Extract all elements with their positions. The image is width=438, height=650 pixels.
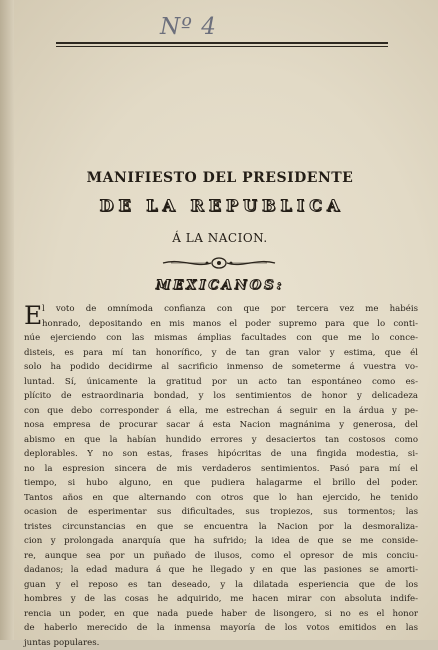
body-line: abismo en que la habían hundido errores y desaciertos tan costosos como (24, 433, 418, 448)
body-line: l voto de omnímoda confianza con que por tercera vez me habéis (24, 302, 418, 317)
body-line: re, aunque sea por un puñado de ilusos, como el opresor de mis conciu- (24, 549, 418, 564)
body-line: nosa empresa de procurar sacar á esta Nacion magnánima y generosa, del (24, 418, 418, 433)
body-line: luntad. Sí, únicamente la gratitud por un acto tan espontáneo como es- (24, 375, 418, 390)
title-line-2: DE LA REPUBLICA (40, 196, 404, 215)
body-line: plícito de estraordinaria bondad, y los sentimientos de honor y delicadeza (24, 389, 418, 404)
body-line: disteis, es para mí tan honorífico, y de tan gran valor y estima, que él (24, 346, 418, 361)
body-line: núe ejerciendo con las mismas ámplias facultades con que me lo conce- (24, 331, 418, 346)
title-line-3: Á LA NACION. (40, 231, 400, 245)
ornament-divider (161, 256, 277, 270)
body-line: dadanos; la edad madura á que he llegado y en que las pasiones se amorti- (24, 563, 418, 578)
salutation-heading: MEXICANOS: (40, 278, 400, 293)
body-line: tiempo, si hubo alguno, en que pudiera halagarme el brillo del poder. (24, 476, 418, 491)
top-rule (56, 42, 388, 47)
body-line: tristes circunstancias en que se encuentra la Nacion por la desmoraliza- (24, 520, 418, 535)
body-line: honrado, depositando en mis manos el poder supremo para que lo conti- (24, 317, 418, 332)
body-line: hombres y de las cosas he adquirido, me hacen mirar con absoluta indife- (24, 592, 418, 607)
body-line: con que debo corresponder á ella, me estrechan á seguir en la árdua y pe- (24, 404, 418, 419)
body-line: no la espresion sincera de mis verdaderos sentimientos. Pasó para mí el (24, 462, 418, 477)
body-line: rencia un poder, en que nada puede haber de lisongero, si no es el honor (24, 607, 418, 622)
body-line: guan y el reposo es tan deseado, y la dilatada esperiencia que de los (24, 578, 418, 593)
handwritten-number: Nº 4 (160, 14, 270, 40)
body-line: de haberlo merecido de la inmensa mayoría de los votos emitidos en las (24, 621, 418, 636)
body-line: Tantos años en que alternando con otros que lo han ejercido, he tenido (24, 491, 418, 506)
body-line: ocasion de esperimentar sus dificultades, sus tropiezos, sus tormentos; las (24, 505, 418, 520)
body-line: solo ha podido decidirme al sacrificio inmenso de someterme á vuestra vo- (24, 360, 418, 375)
body-line: cion y prolongada anarquía que ha sufrido; la idea de que se me conside- (24, 534, 418, 549)
title-line-1: MANIFIESTO DEL PRESIDENTE (40, 170, 400, 186)
drop-cap: E (24, 302, 42, 330)
body-line: deplorables. Y no son estas, frases hipócritas de una fingida modestia, si- (24, 447, 418, 462)
manifesto-body (24, 302, 418, 650)
body-line: juntas populares. (24, 636, 418, 650)
